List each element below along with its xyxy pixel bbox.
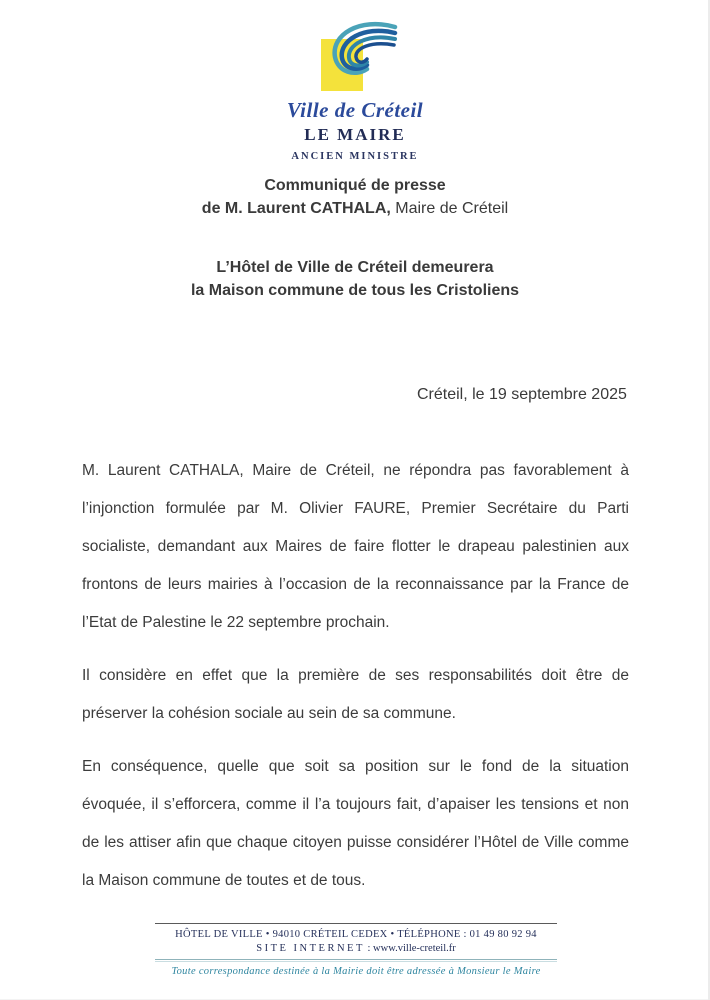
footer-mid-rule xyxy=(155,959,557,962)
mayor-title: LE MAIRE xyxy=(304,125,406,144)
footer-top-rule xyxy=(155,923,557,924)
dateline: Créteil, le 19 septembre 2025 xyxy=(417,386,627,403)
press-release-heading xyxy=(0,177,710,218)
site-separator: : xyxy=(364,943,374,954)
site-internet-label: SITE INTERNET xyxy=(256,943,365,954)
footer-website-line xyxy=(155,943,557,954)
author-role: Maire de Créteil xyxy=(390,200,509,217)
footer-address: HÔTEL DE VILLE • 94010 CRÉTEIL CEDEX • TÉLÉPHONE : 01 49 80 92 94 xyxy=(175,929,537,940)
title-line-2: la Maison commune de tous les Cristoliens xyxy=(190,282,520,299)
ville-de-creteil-logo-icon xyxy=(307,15,403,93)
city-name: Ville de Créteil xyxy=(286,98,424,122)
author-name: de M. Laurent CATHALA, xyxy=(201,200,391,217)
former-minister-subtitle: ANCIEN MINISTRE xyxy=(291,151,419,162)
document-title xyxy=(0,256,710,302)
body-text xyxy=(82,452,629,915)
correspondence-notice: Toute correspondance destinée à la Mairie doit être adressée à Monsieur le Maire xyxy=(171,966,541,977)
press-release-label: Communiqué de presse xyxy=(264,177,446,194)
website-url: www.ville-creteil.fr xyxy=(373,943,456,954)
paragraph-2: Il considère en effet que la première de ses responsabilités doit être de préserver la cohésion sociale au sein de sa commune. xyxy=(82,667,629,722)
author-line xyxy=(0,200,710,218)
paragraph-1: M. Laurent CATHALA, Maire de Créteil, ne répondra pas favorablement à l’injonction formulée par M. Olivier FAURE, Premier Secrétaire du Parti socialiste, demandant aux Maires de faire flotter le drapeau palestinien aux frontons de leurs mairies à l’occasion de la reconnaissance par la France de l’Etat de Palestine le 22 septembre prochain. xyxy=(82,462,629,631)
title-line-1: L’Hôtel de Ville de Créteil demeurera xyxy=(216,259,494,276)
footer xyxy=(155,923,557,977)
letterhead xyxy=(0,15,710,162)
paragraph-3: En conséquence, quelle que soit sa position sur le fond de la situation évoquée, il s’efforcera, comme il l’a toujours fait, d’apaiser les tensions et non de les attiser afin que chaque citoyen puisse considérer l’Hôtel de Ville comme la Maison commune de toutes et de tous. xyxy=(82,758,629,889)
